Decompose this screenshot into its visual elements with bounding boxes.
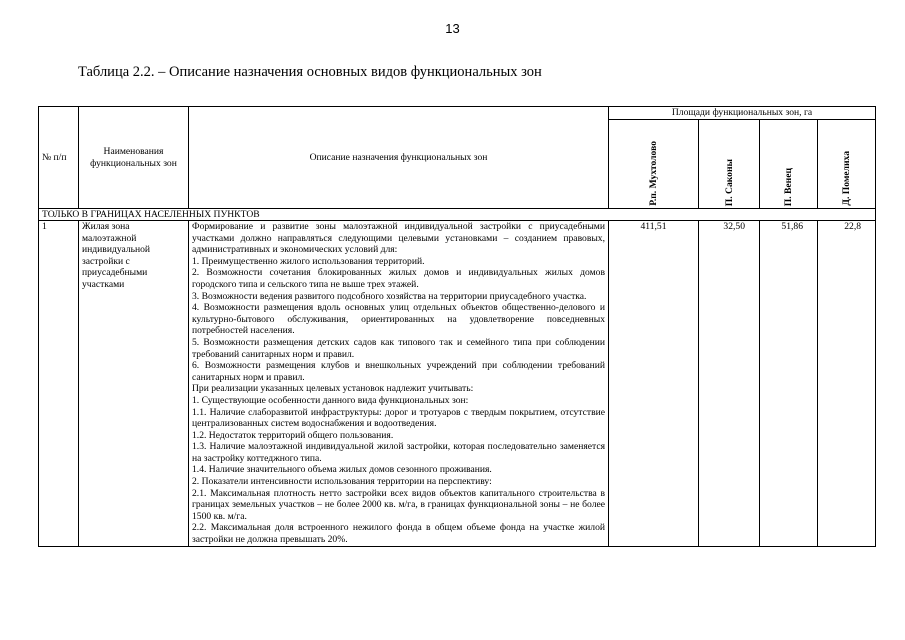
section-title: ТОЛЬКО В ГРАНИЦАХ НАСЕЛЕННЫХ ПУНКТОВ	[39, 209, 876, 221]
area-value: 51,86	[760, 221, 818, 547]
header-settlement	[760, 120, 818, 209]
table-title: Таблица 2.2. – Описание назначения основных видов функциональных зон	[78, 64, 542, 80]
description-line: 2. Возможности сочетания блокированных жилых домов и индивидуальных жилых домов городского типа и сельского типа не выше трех этажей.	[192, 267, 605, 290]
header-settlement	[699, 120, 760, 209]
header-name: Наименования функциональных зон	[79, 107, 189, 209]
header-settlement-label: П. Венец	[783, 167, 794, 206]
description-line: Формирование и развитие зоны малоэтажной индивидуальной застройки с приусадебными участками должно направляться следующими целевыми установками – созданием правовых, административных и экономических условий для:	[192, 221, 605, 256]
description-line: 1. Преимущественно жилого использования территорий.	[192, 255, 425, 267]
description-line: 3. Возможности ведения развитого подсобного хозяйства на территории приусадебного участка.	[192, 290, 587, 302]
area-value: 32,50	[699, 221, 760, 547]
description-line: 6. Возможности размещения клубов и внешкольных учреждений при соблюдении требований санитарных норм и правил.	[192, 360, 605, 383]
header-settlement	[818, 120, 876, 209]
header-num: № п/п	[39, 107, 79, 209]
zones-table	[38, 106, 876, 547]
header-desc: Описание назначения функциональных зон	[189, 107, 609, 209]
description-line: 1.1. Наличие слаборазвитой инфраструктуры: дорог и тротуаров с твердым покрытием, отсутствие централизованных систем водоснабжения и водоотведения.	[192, 406, 605, 430]
section-row	[39, 209, 876, 221]
header-settlement-label: Д. Помелиха	[841, 151, 853, 206]
description-line: 5. Возможности размещения детских садов как типового так и семейного типа при соблюдении требований санитарных норм и правил.	[192, 336, 605, 360]
description-line: 2.1. Максимальная плотность нетто застройки всех видов объектов капитального строительства в границах земельных участков – не более 2000 кв. м/га, в границах функциональной зоны – не более 1500 кв. м/га.	[192, 487, 605, 522]
header-areas: Площади функциональных зон, га	[609, 107, 876, 120]
header-settlement-label: Р.п. Мухтолово	[648, 141, 659, 206]
description-line: 1.3. Наличие малоэтажной индивидуальной жилой застройки, которая последовательно заменяется на застройку коттеджного типа.	[192, 441, 605, 464]
page-number: 13	[445, 21, 460, 36]
description-line: 2.2. Максимальная доля встроенного нежилого фонда в общем объеме фонда на участке жилой застройки не должна превышать 20%.	[192, 522, 605, 546]
description-line: 4. Возможности размещения вдоль основных улиц отдельных объектов общественно-делового и культурно-бытового обслуживания, ориентированных на удовлетворение повседневных потребностей населения.	[192, 302, 605, 337]
description-line: 2. Показатели интенсивности использования территории на перспективу:	[192, 476, 492, 488]
description-line: 1.2. Недостаток территорий общего пользования.	[192, 429, 394, 441]
row-num: 1	[39, 221, 79, 547]
description-line: При реализации указанных целевых установок надлежит учитывать:	[192, 383, 474, 395]
row-description	[189, 221, 609, 547]
header-settlement	[609, 120, 699, 209]
header-settlement-label: П. Саконы	[723, 158, 735, 206]
description-line: 1. Существующие особенности данного вида функциональных зон:	[192, 394, 469, 406]
table-row	[39, 221, 876, 547]
row-zone-name: Жилая зона малоэтажной индивидуальной застройки с приусадебными участками	[79, 221, 189, 547]
area-value: 22,8	[818, 221, 876, 547]
description-line: 1.4. Наличие значительного объема жилых домов сезонного проживания.	[192, 464, 492, 476]
area-value: 411,51	[609, 221, 699, 547]
